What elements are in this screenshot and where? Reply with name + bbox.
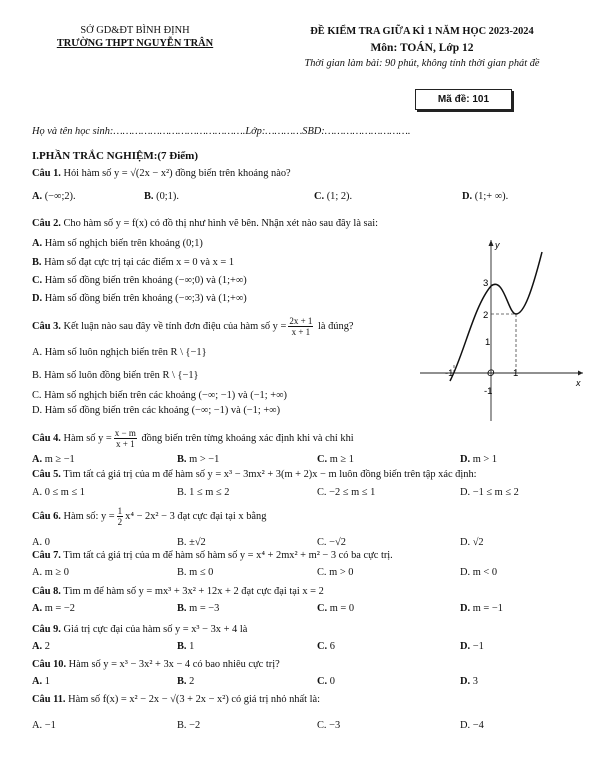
x-axis-arrow [578, 371, 583, 376]
option-label: B. [32, 370, 42, 381]
option-label: C. [317, 537, 327, 548]
question-text: Hàm số: y = [60, 510, 115, 522]
option-label: A. [32, 454, 43, 465]
option-label: D. [32, 293, 43, 304]
question-1-options [32, 191, 584, 205]
header-left [30, 24, 240, 50]
option-label: C. [314, 191, 325, 202]
question-8 [32, 586, 584, 597]
header-right [262, 24, 582, 72]
question-label: Câu 8. [32, 586, 61, 597]
option-label: A. [32, 487, 43, 498]
option-label: B. [177, 537, 187, 548]
option-label: D. [460, 567, 471, 578]
option-label: D. [460, 641, 471, 652]
student-info-line: Họ và tên học sinh:…………………………………….Lớp:…………SBD:………………………. [32, 126, 411, 137]
option-text: m > 1 [472, 454, 498, 465]
option-label: D. [32, 405, 43, 416]
option-text: m > 0 [329, 567, 354, 578]
option-label: C. [317, 720, 327, 731]
option-label: B. [177, 487, 187, 498]
exam-subject: Môn: TOÁN, Lớp 12 [370, 42, 474, 54]
tick-label-x-minus1: -1 [445, 368, 454, 379]
question-4-options [32, 454, 584, 468]
option-text: (0;1). [156, 191, 179, 202]
question-label: Câu 5. [32, 469, 61, 480]
option-label: B. [177, 676, 187, 687]
question-label: Câu 11. [32, 694, 66, 705]
option-label: A. [32, 676, 43, 687]
option-text: −2 ≤ m ≤ 1 [329, 487, 376, 498]
option-text: 1 ≤ m ≤ 2 [189, 487, 230, 498]
question-text: Giá trị cực đại của hàm số y = x³ − 3x + 4 là [60, 624, 248, 635]
option-label: B. [177, 454, 187, 465]
option-label: A. [32, 567, 43, 578]
option-label: B. [177, 720, 187, 731]
option-text: −4 [472, 720, 484, 731]
question-text: Tìm m để hàm số y = mx³ + 3x² + 12x + 2 đạt cực đại tại x = 2 [60, 586, 324, 597]
question-text: Cho hàm số y = f(x) có đồ thị như hình vẽ bên. Nhận xét nào sau đây là sai: [60, 218, 378, 229]
option-text: −2 [189, 720, 201, 731]
option-text: −1 [472, 641, 484, 652]
question-5-options [32, 487, 584, 501]
y-axis-arrow [489, 240, 494, 246]
option-label: C. [317, 454, 328, 465]
option-label: D. [460, 603, 471, 614]
option-label: C. [317, 487, 327, 498]
question-text-after: x⁴ − 2x² − 3 đạt cực đại tại x bằng [125, 510, 267, 522]
school-name: TRƯỜNG THPT NGUYỄN TRÂN [56, 38, 214, 49]
option-label: C. [32, 390, 42, 401]
question-5 [32, 469, 584, 480]
option-text: Hàm số nghịch biến trên các khoảng (−∞; −1) và (−1; +∞) [44, 390, 287, 401]
fraction-denominator: 2 [117, 517, 123, 527]
option-text: Hàm số luôn nghịch biến trên R \ {−1} [44, 347, 207, 358]
option-text: m ≤ 0 [189, 567, 214, 578]
question-6-options [32, 537, 584, 551]
option-label: C. [317, 676, 328, 687]
option-text: 0 [329, 676, 335, 687]
y-axis-label: y [495, 240, 500, 250]
option-label: D. [460, 454, 471, 465]
option-label: A. [32, 603, 43, 614]
option-text: √2 [472, 537, 484, 548]
question-8-options [32, 603, 584, 617]
option-text: Hàm số nghịch biến trên khoảng (0;1) [44, 238, 203, 249]
option-text: m ≥ 1 [329, 454, 354, 465]
question-label: Câu 2. [32, 218, 61, 229]
tick-label-y1: 1 [485, 337, 491, 348]
tick-label-y2: 2 [483, 310, 489, 321]
option-text: (1; 2). [326, 191, 353, 202]
question-11 [32, 694, 584, 705]
option-text: (1;+ ∞). [474, 191, 509, 202]
option-label: C. [317, 641, 328, 652]
option-label: A. [32, 720, 43, 731]
question-text: Hàm số f(x) = x² − 2x − √(3 + 2x − x²) có giá trị nhỏ nhất là: [65, 694, 320, 705]
option-label: B. [144, 191, 154, 202]
department-name: SỞ GD&ĐT BÌNH ĐỊNH [80, 25, 190, 36]
fraction-numerator: 2x + 1 [289, 316, 313, 326]
option-label: B. [177, 567, 187, 578]
option-text: m ≥ 0 [44, 567, 69, 578]
tick-label-y3: 3 [483, 278, 489, 289]
question-label: Câu 3. [32, 320, 61, 332]
option-text: m = −3 [189, 603, 220, 614]
option-text: 1 [189, 641, 195, 652]
function-curve [450, 252, 542, 381]
fraction [117, 506, 124, 527]
question-4 [32, 428, 584, 449]
question-2 [32, 218, 584, 229]
option-text: Hàm số đồng biến trên khoảng (−∞;3) và (1;+∞) [44, 293, 247, 304]
option-label: A. [32, 641, 43, 652]
option-text: m < 0 [472, 567, 498, 578]
option-text: Hàm số đồng biến trên khoảng (−∞;0) và (1;+∞) [44, 275, 247, 286]
option-text: m = 0 [329, 603, 355, 614]
question-1 [32, 168, 584, 179]
question-label: Câu 10. [32, 659, 67, 670]
exam-title: ĐỀ KIỂM TRA GIỮA KÌ 1 NĂM HỌC 2023-2024 [310, 26, 534, 37]
option-label: C. [317, 603, 328, 614]
option-text: −√2 [329, 537, 346, 548]
option-label: A. [32, 238, 43, 249]
option-text: Hàm số đồng biến trên các khoảng (−∞; −1) và (−1; +∞) [44, 405, 281, 416]
option-label: C. [317, 567, 327, 578]
tick-label-x1: 1 [513, 368, 519, 379]
question-11-options [32, 720, 584, 734]
question-10-options [32, 676, 584, 690]
option-text: 1 [44, 676, 50, 687]
question-label: Câu 9. [32, 624, 61, 635]
option-text: m = −1 [472, 603, 503, 614]
x-axis-label: x [576, 378, 581, 388]
option-text: ±√2 [189, 537, 206, 548]
option-text: Hàm số đạt cực trị tại các điểm x = 0 và x = 1 [44, 257, 235, 268]
question-label: Câu 4. [32, 432, 61, 444]
exam-code-box: Mã đề: 101 [415, 89, 512, 110]
question-label: Câu 1. [32, 168, 61, 179]
option-text: m = −2 [44, 603, 75, 614]
fraction-denominator: x + 1 [291, 327, 311, 337]
fraction [114, 428, 137, 449]
fraction [288, 316, 313, 337]
question-9 [32, 624, 584, 635]
question-9-options [32, 641, 584, 655]
option-label: B. [177, 641, 187, 652]
question-text-after: là đúng? [315, 320, 354, 332]
question-text: Tìm tất cả giá trị của m để hàm số y = x³ − 3mx² + 3(m + 2)x − m luôn đồng biến trên tập xác định: [60, 469, 477, 480]
origin-label: O [487, 368, 495, 379]
option-text: 0 [44, 537, 50, 548]
exam-time: Thời gian làm bài: 90 phút, không tính thời gian phát đề [304, 58, 540, 69]
question-text: Tìm tất cả giá trị của m để hàm số hàm số y = x⁴ + 2mx² + m² − 3 có ba cực trị. [60, 550, 393, 561]
question-label: Câu 7. [32, 550, 61, 561]
option-label: B. [177, 603, 187, 614]
question-text-after: đồng biến trên từng khoảng xác định khi và chỉ khi [138, 432, 354, 444]
option-label: D. [460, 720, 471, 731]
tick-label-y-minus1: -1 [484, 386, 493, 397]
option-label: B. [32, 257, 42, 268]
section-title: I.PHẦN TRẮC NGHIỆM:(7 Điểm) [32, 150, 199, 162]
option-label: A. [32, 537, 43, 548]
function-graph [418, 236, 588, 426]
option-text: 2 [44, 641, 50, 652]
option-text: Hàm số luôn đồng biến trên R \ {−1} [44, 370, 199, 381]
question-7 [32, 550, 584, 561]
option-label: A. [32, 347, 43, 358]
option-label: C. [32, 275, 43, 286]
option-text: m > −1 [189, 454, 220, 465]
option-text: m ≥ −1 [44, 454, 75, 465]
option-label: A. [32, 191, 43, 202]
fraction-numerator: x − m [114, 428, 136, 438]
option-text: 0 ≤ m ≤ 1 [44, 487, 85, 498]
question-text: Kết luận nào sau đây về tính đơn điệu của hàm số y = [60, 320, 287, 332]
option-label: D. [460, 537, 471, 548]
question-6 [32, 506, 584, 527]
fraction-denominator: x + 1 [116, 439, 135, 449]
question-text: Hỏi hàm số y = √(2x − x²) đồng biến trên khoảng nào? [60, 168, 291, 179]
option-text: (−∞;2). [44, 191, 76, 202]
question-text: Hàm số y = x³ − 3x² + 3x − 4 có bao nhiêu cực trị? [66, 659, 280, 670]
question-text: Hàm số y = [60, 432, 112, 444]
option-text: −3 [329, 720, 341, 731]
option-text: 2 [189, 676, 195, 687]
question-label: Câu 6. [32, 510, 61, 522]
question-7-options [32, 567, 584, 581]
question-10 [32, 659, 584, 670]
option-label: D. [460, 676, 471, 687]
option-text: −1 [44, 720, 56, 731]
fraction-numerator: 1 [117, 506, 123, 516]
option-text: −1 ≤ m ≤ 2 [472, 487, 519, 498]
option-text: 6 [329, 641, 335, 652]
option-text: 3 [472, 676, 478, 687]
option-label: D. [462, 191, 473, 202]
option-label: D. [460, 487, 471, 498]
